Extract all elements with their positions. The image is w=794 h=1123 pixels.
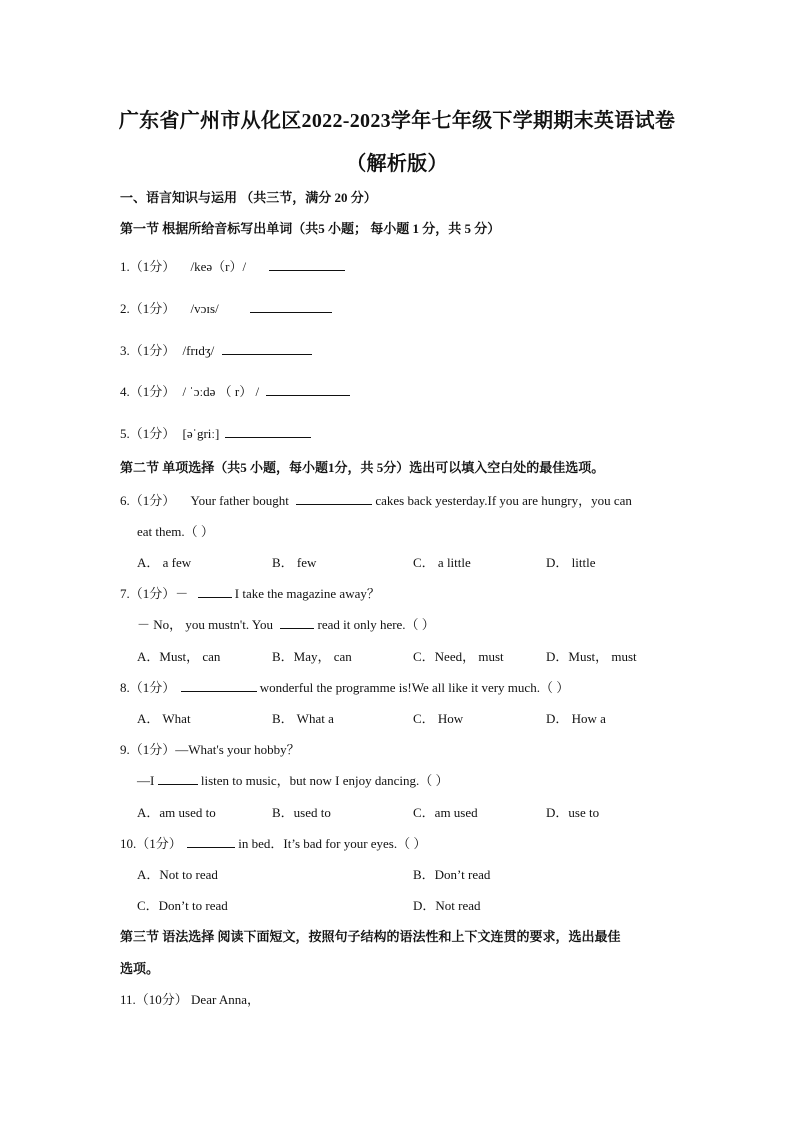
answer-blank[interactable] xyxy=(181,679,257,692)
question-9: 9.（1分）—What's your hobby？ xyxy=(120,742,300,757)
question-text: I take the magazine away？ xyxy=(234,586,380,601)
document-title: 广东省广州市从化区2022-2023学年七年级下学期期末英语试卷 xyxy=(118,110,676,132)
option-a[interactable]: A． What xyxy=(137,711,191,726)
answer-blank[interactable] xyxy=(280,616,314,629)
question-text: － No， you mustn't. You xyxy=(137,617,273,632)
phonetic: /keə（r）/ xyxy=(190,259,247,274)
question-text: read it only here.（ ） xyxy=(317,617,435,632)
question-8 xyxy=(120,677,569,696)
question-text: listen to music，but now I enjoy dancing.（ ） xyxy=(200,773,449,788)
question-number: 11.（10分） xyxy=(120,992,188,1007)
answer-blank[interactable] xyxy=(198,585,232,598)
question-text: cakes back yesterday.If you are hungry，you can xyxy=(375,493,632,508)
option-c[interactable]: C．Don’t to read xyxy=(137,898,228,913)
question-number: 5.（1分） xyxy=(120,426,176,441)
question-number: 10.（1分） xyxy=(120,836,182,851)
section3-heading-continued: 选项。 xyxy=(120,961,160,976)
question-7-continued xyxy=(137,614,435,633)
option-c[interactable]: C． a little xyxy=(413,555,471,570)
question-number: 8.（1分） xyxy=(120,680,176,695)
option-a[interactable]: A．Must， can xyxy=(137,649,221,664)
option-a[interactable]: A．Not to read xyxy=(137,867,218,882)
answer-blank[interactable] xyxy=(222,342,312,355)
question-number: 2.（1分） xyxy=(120,301,176,316)
option-a[interactable]: A．am used to xyxy=(137,805,216,820)
option-b[interactable]: B． What a xyxy=(272,711,334,726)
question-3 xyxy=(120,340,312,359)
question-4 xyxy=(120,381,350,400)
answer-blank[interactable] xyxy=(187,835,235,848)
question-9-continued xyxy=(137,770,449,789)
answer-blank[interactable] xyxy=(158,772,198,785)
option-d[interactable]: D．use to xyxy=(546,805,600,820)
question-number: 3.（1分） xyxy=(120,343,176,358)
question-number: 6.（1分） xyxy=(120,493,176,508)
phonetic: /vɔɪs/ xyxy=(190,301,219,316)
question-7 xyxy=(120,583,380,602)
section2-heading: 第二节 单项选择（共5 小题，每小题1分，共 5分）选出可以填入空白处的最佳选项。 xyxy=(120,460,605,475)
answer-blank[interactable] xyxy=(225,425,311,438)
question-10 xyxy=(120,833,426,852)
phonetic: / ˈɔːdə （ r） / xyxy=(182,384,260,399)
question-1 xyxy=(120,256,345,275)
answer-blank[interactable] xyxy=(269,258,345,271)
question-number: 7.（1分）－ xyxy=(120,586,189,601)
question-text: Dear Anna， xyxy=(191,992,260,1007)
answer-blank[interactable] xyxy=(250,300,332,313)
question-text: —I xyxy=(137,773,155,788)
question-text: Your father bought xyxy=(190,493,289,508)
answer-blank[interactable] xyxy=(296,492,372,505)
option-d[interactable]: D． How a xyxy=(546,711,606,726)
option-c[interactable]: C．am used xyxy=(413,805,478,820)
answer-blank[interactable] xyxy=(266,383,350,396)
section3-heading: 第三节 语法选择 阅读下面短文，按照句子结构的语法性和上下文连贯的要求，选出最佳 xyxy=(120,929,621,944)
phonetic: [əˈgriː] xyxy=(182,426,220,441)
option-b[interactable]: B．May， can xyxy=(272,649,352,664)
question-text: in bed．It’s bad for your eyes.（ ） xyxy=(238,836,427,851)
question-2 xyxy=(120,298,332,317)
option-b[interactable]: B．Don’t read xyxy=(413,867,491,882)
section1-heading: 第一节 根据所给音标写出单词（共5 小题； 每小题 1 分，共 5 分） xyxy=(120,221,501,236)
option-c[interactable]: C． How xyxy=(413,711,464,726)
option-b[interactable]: B． few xyxy=(272,555,317,570)
phonetic: /frɪdʒ/ xyxy=(182,343,215,358)
question-6-continued: eat them.（ ） xyxy=(137,524,214,539)
option-d[interactable]: D． little xyxy=(546,555,596,570)
option-a[interactable]: A． a few xyxy=(137,555,192,570)
option-c[interactable]: C．Need， must xyxy=(413,649,504,664)
part1-heading: 一、语言知识与运用 （共三节，满分 20 分） xyxy=(120,190,377,205)
question-text: wonderful the programme is!We all like it very much.（ ） xyxy=(259,680,570,695)
option-d[interactable]: D．Must， must xyxy=(546,649,637,664)
question-11 xyxy=(120,989,260,1008)
question-number: 1.（1分） xyxy=(120,259,176,274)
question-5 xyxy=(120,423,311,442)
option-b[interactable]: B．used to xyxy=(272,805,331,820)
question-number: 4.（1分） xyxy=(120,384,176,399)
option-d[interactable]: D．Not read xyxy=(413,898,481,913)
question-6 xyxy=(120,490,632,509)
document-subtitle: （解析版） xyxy=(346,153,448,175)
